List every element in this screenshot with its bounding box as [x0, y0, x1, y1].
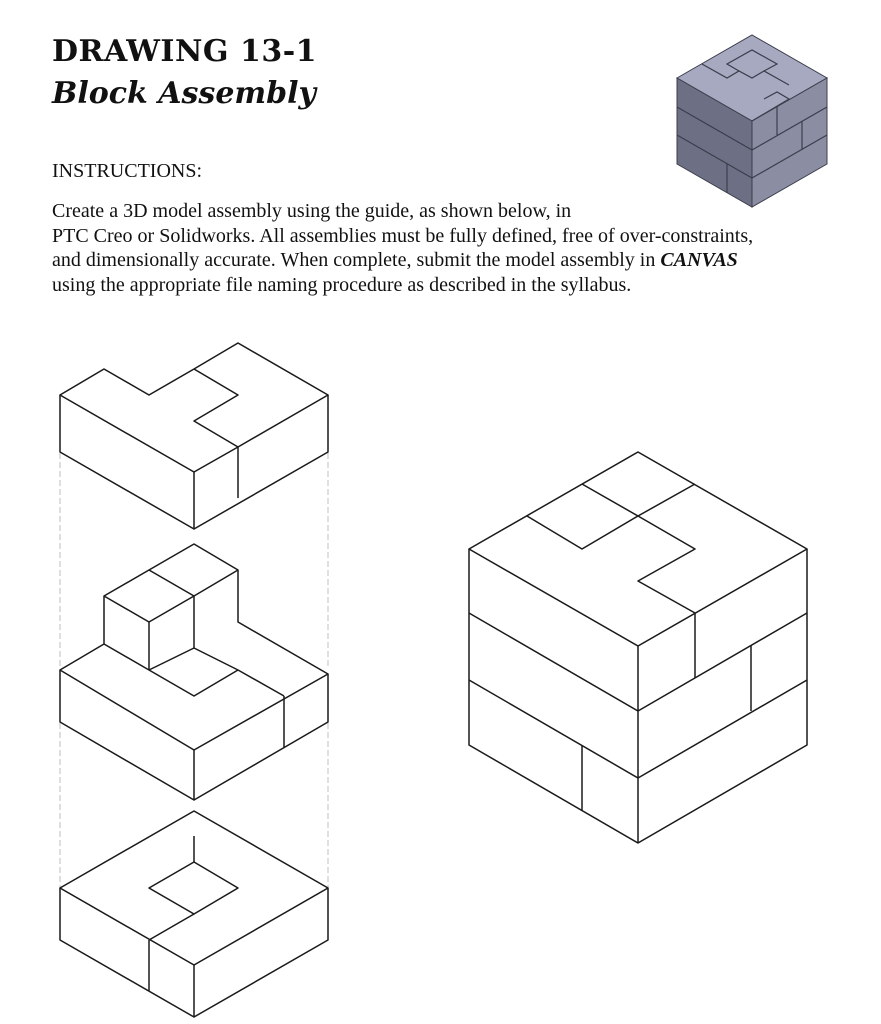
drawing-title: DRAWING 13-1	[52, 34, 318, 69]
drawing-subtitle: Block Assembly	[52, 76, 316, 111]
exploded-piece-middle	[60, 544, 328, 800]
exploded-piece-bottom	[60, 811, 328, 1017]
instructions-line-4: using the appropriate file naming procedure as described in the syllabus.	[52, 273, 632, 296]
shaded-assembly-preview	[677, 35, 827, 207]
canvas-emphasis: CANVAS	[660, 249, 738, 271]
instructions-heading: INSTRUCTIONS:	[52, 160, 203, 182]
assembled-cube	[469, 452, 807, 843]
instructions-line-2: PTC Creo or Solidworks. All assemblies must be fully defined, free of over-constraints,	[52, 224, 754, 247]
instructions-line-1: Create a 3D model assembly using the guide, as shown below, in	[52, 200, 572, 222]
exploded-piece-top	[60, 343, 328, 529]
instructions-line-3: and dimensionally accurate. When complete, submit the model assembly in	[52, 249, 661, 271]
